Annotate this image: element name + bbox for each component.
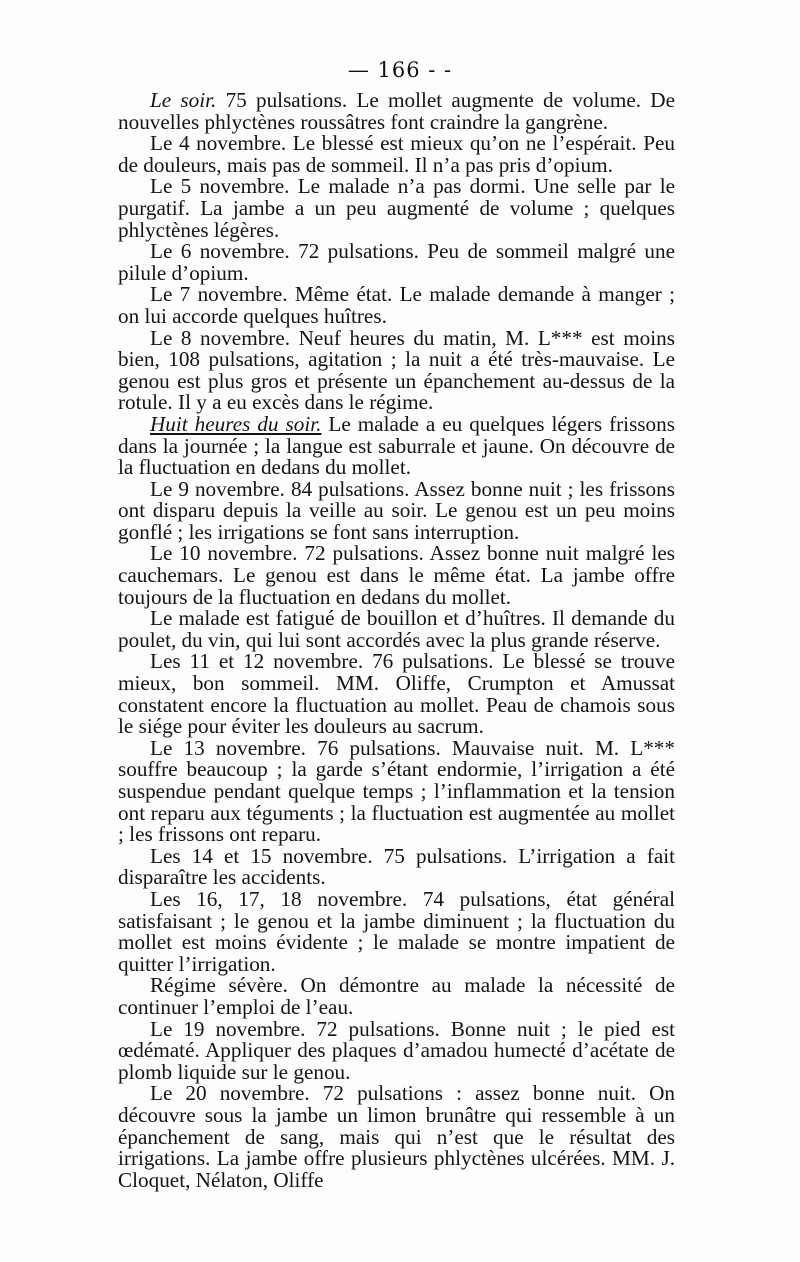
paragraph-4-novembre bbox=[118, 133, 675, 176]
paragraph-text: Le 6 novembre. 72 pulsations. Peu de sommeil malgré une pilule d’opium. bbox=[118, 239, 675, 285]
paragraph-13-novembre bbox=[118, 735, 675, 847]
paragraph-text: Les 11 et 12 novembre. 76 pulsations. Le blessé se trouve mieux, bon sommeil. MM. Oliffe, Crumpton et Amussat constatent encore la fluctuation au mollet. Peau de chamois sous le siége pour éviter les douleurs au sacrum. bbox=[118, 649, 675, 739]
paragraph-lead: Huit heures du soir. bbox=[150, 411, 322, 436]
paragraph-6-novembre bbox=[118, 241, 675, 284]
body-text bbox=[118, 90, 675, 1191]
paragraph-text: Régime sévère. On démontre au malade la nécessité de continuer l’emploi de l’eau. bbox=[118, 973, 675, 1019]
paragraph-10-novembre bbox=[118, 543, 675, 608]
paragraph-le-soir bbox=[118, 90, 675, 133]
paragraph-text: Le 8 novembre. Neuf heures du matin, M. L*** est moins bien, 108 pulsations, agitation ; la nuit a été très-mauvaise. Le genou est plus gros et présente un épanchement au-dessus de la rotule. Il y a eu excès dans le régime. bbox=[118, 325, 675, 415]
page-number: — 166 - - bbox=[347, 58, 453, 82]
paragraph-16-17-18-novembre bbox=[118, 886, 675, 976]
paragraph-lead: Le soir. bbox=[150, 88, 217, 112]
paragraph-text: Les 16, 17, 18 novembre. 74 pulsations, état général satisfaisant ; le genou et la jambe diminuent ; la fluctuation du mollet est moins évidente ; le malade se montre impatient de quitter l’irrigation. bbox=[118, 886, 675, 976]
paragraph-text: Le malade a eu quelques légers frissons dans la journée ; la langue est saburrale et jaune. On découvre de la fluctuation en dedans du mollet. bbox=[118, 411, 675, 480]
paragraph-malade-fatigue bbox=[118, 608, 675, 651]
paragraph-text: Le 20 novembre. 72 pulsations : assez bonne nuit. On découvre sous la jambe un limon brunâtre qui ressemble à un épanchement de sang, mais qui n’est que le résultat des irrigations. La jambe offre plusieurs phlyctènes ulcérées. MM. J. Cloquet, Nélaton, Oliffe bbox=[118, 1081, 675, 1192]
paragraph-text: Le 4 novembre. Le blessé est mieux qu’on ne l’espérait. Peu de douleurs, mais pas de sommeil. Il n’a pas pris d’opium. bbox=[118, 131, 675, 177]
paragraph-8-novembre bbox=[118, 325, 675, 415]
paragraph-text: Le 9 novembre. 84 pulsations. Assez bonne nuit ; les frissons ont disparu depuis la veille au soir. Le genou est un peu moins gonflé ; les irrigations se font sans interruption. bbox=[118, 476, 675, 544]
paragraph-text: Le malade est fatigué de bouillon et d’huîtres. Il demande du poulet, du vin, qui lui sont accordés avec la plus grande réserve. bbox=[118, 606, 675, 652]
paragraph-7-novembre bbox=[118, 284, 675, 327]
paragraph-text: 75 pulsations. Le mollet augmente de volume. De nouvelles phlyctènes roussâtres font craindre la gangrène. bbox=[118, 88, 676, 134]
paragraph-huit-heures-du-soir bbox=[118, 411, 675, 480]
paragraph-regime-severe bbox=[118, 975, 675, 1018]
paragraph-5-novembre bbox=[118, 176, 675, 241]
paragraph-text: Le 5 novembre. Le malade n’a pas dormi. Une selle par le purgatif. La jambe a un peu augmenté de volume ; quelques phlyctènes légères. bbox=[118, 174, 675, 242]
paragraph-11-12-novembre bbox=[118, 651, 675, 737]
paragraph-14-15-novembre bbox=[118, 843, 675, 890]
paragraph-20-novembre bbox=[118, 1083, 675, 1191]
paragraph-9-novembre bbox=[118, 476, 675, 544]
paragraph-text: Le 13 novembre. 76 pulsations. Mauvaise nuit. M. L*** souffre beaucoup ; la garde s’étant endormie, l’irrigation a été suspendue pendant quelque temps ; l’inflammation et la tension ont reparu aux téguments ; la fluctuation est augmentée au mollet ; les frissons ont reparu. bbox=[118, 735, 675, 847]
paragraph-text: Le 10 novembre. 72 pulsations. Assez bonne nuit malgré les cauchemars. Le genou est dans le même état. La jambe offre toujours de la fluctuation en dedans du mollet. bbox=[118, 541, 675, 609]
paragraph-text: Le 7 novembre. Même état. Le malade demande à manger ; on lui accorde quelques huîtres. bbox=[118, 282, 675, 328]
paragraph-text: Les 14 et 15 novembre. 75 pulsations. L’irrigation a fait disparaître les accidents. bbox=[118, 843, 675, 890]
paragraph-text: Le 19 novembre. 72 pulsations. Bonne nuit ; le pied est œdématé. Appliquer des plaques d’amadou humecté d’acétate de plomb liquide sur le genou. bbox=[118, 1016, 675, 1084]
paragraph-19-novembre bbox=[118, 1016, 675, 1084]
